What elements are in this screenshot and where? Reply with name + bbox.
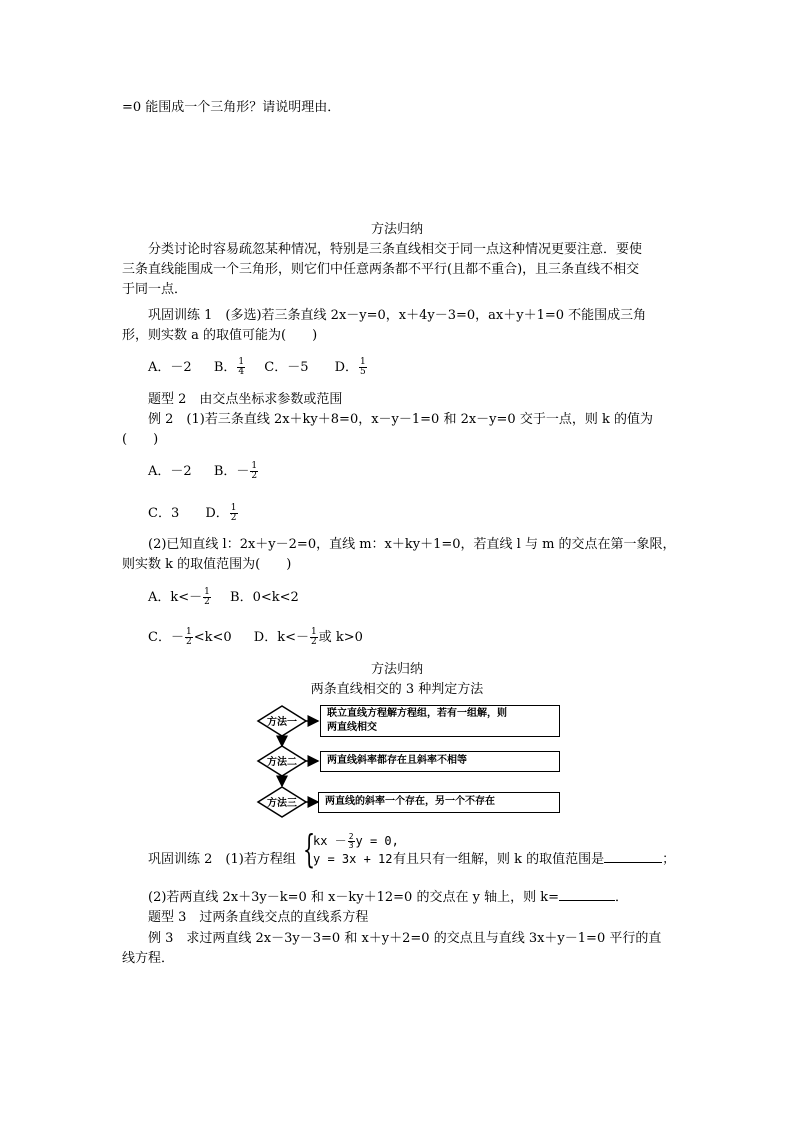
practice-2-part-2: (2)若两直线 2x＋3y－k=0 和 x－ky＋12=0 的交点在 y 轴上，则 k= ． <box>148 890 628 905</box>
practice-1-option-c: C．－5 <box>264 360 309 375</box>
example-2-options-cd <box>148 504 239 523</box>
example-2-part-2-option-a: A．k<－ $\frac{1}{2}$ <box>148 587 210 607</box>
practice-1-option-a: A．－2 <box>148 360 192 375</box>
example-2-option-c: C．3 <box>148 506 180 521</box>
practice-1-option-b: B． $\frac{1}{4}$ <box>213 357 245 377</box>
example-2-option-d: D． $\frac{1}{2}$ <box>205 503 237 523</box>
example-2-line-1: 例 2 (1)若三条直线 2x＋ky＋8=0，x－y－1=0 和 2x－y=0 交于一点，则 k 的值为 <box>148 412 653 427</box>
practice-2-question: 有且只有一组解，则 k 的取值范围是 ； <box>393 852 676 867</box>
answer-blank-1[interactable] <box>604 850 662 863</box>
example-2-part-2-options-cd <box>148 628 363 647</box>
type-2-heading: 题型 2 由交点坐标求参数或范围 <box>148 392 343 407</box>
example-2-option-b: B．－ $\frac{1}{2}$ <box>213 461 258 481</box>
example-3-line-1: 例 3 求过两直线 2x－3y－3=0 和 x＋y＋2=0 的交点且与直线 3x＋y－1=0 平行的直 <box>148 931 662 946</box>
method-2-box-line-1: 两直线斜率都存在且斜率不相等 <box>327 755 467 766</box>
practice-1-options <box>148 358 368 377</box>
example-2-option-a: A．－2 <box>148 464 192 479</box>
practice-1-line-1: 巩固训练 1 (多选)若三条直线 2x－y=0，x＋4y－3=0，ax＋y＋1=0 不能围成三角 <box>148 308 647 323</box>
example-3-line-2: 线方程． <box>122 951 175 966</box>
method-1-box <box>320 705 560 737</box>
method-1-box-line-2: 两直线相交 <box>327 722 377 733</box>
method-1-box-line-1: 联立直线方程解方程组，若有一组解，则 <box>327 708 507 719</box>
practice-1-option-d: D． $\frac{1}{5}$ <box>334 357 366 377</box>
method-2-label: 方法二 <box>267 757 297 768</box>
example-2-part-2-option-b: B．0<k<2 <box>230 590 299 605</box>
type-3-heading: 题型 3 过两条直线交点的直线系方程 <box>148 910 369 925</box>
system-row-1: kx － $\frac{2}{3}$ y = 0, <box>313 832 399 850</box>
example-2-options-ab <box>148 462 259 481</box>
method-3-box <box>318 792 560 813</box>
method-3-box-line-1: 两直线的斜率一个存在，另一个不存在 <box>325 796 495 807</box>
method-summary-line-2: 三条直线能围成一个三角形，则它们中任意两条都不平行(且都不重合)，且三条直线不相交 <box>122 262 640 277</box>
method-summary-title: 方法归纳 <box>370 222 423 237</box>
method-1-label: 方法一 <box>267 717 297 728</box>
practice-1-line-2: 形，则实数 a 的取值可能为( ) <box>122 328 318 343</box>
system-brace: { <box>303 827 316 871</box>
example-2-part-2-options-ab <box>148 588 299 607</box>
example-2-part-2-option-d: D．k<－ $\frac{1}{2}$ 或 k>0 <box>253 627 363 647</box>
practice-2-prefix: 巩固训练 2 (1)若方程组 <box>148 852 296 867</box>
continued-question-text: =0 能围成一个三角形？请说明理由． <box>122 100 341 115</box>
method-3-label: 方法三 <box>267 798 297 809</box>
example-2-line-2: ( ) <box>122 432 159 447</box>
method-summary-line-1: 分类讨论时容易疏忽某种情况，特别是三条直线相交于同一点这种情况更要注意．要使 <box>148 242 643 257</box>
method-summary-line-3: 于同一点． <box>122 282 188 297</box>
method-summary-2-subtitle: 两条直线相交的 3 种判定方法 <box>310 682 484 697</box>
method-summary-2-title: 方法归纳 <box>370 662 423 677</box>
example-2-part-2-line-1: (2)已知直线 l：2x＋y－2=0，直线 m：x＋ky＋1=0，若直线 l 与 m 的交点在第一象限， <box>148 537 676 552</box>
method-2-box <box>320 751 560 772</box>
system-row-2: y = 3x + 12 <box>313 852 393 866</box>
answer-blank-2[interactable] <box>559 888 615 901</box>
example-2-part-2-option-c: C．－ $\frac{1}{2}$ <k<0 <box>148 627 232 647</box>
example-2-part-2-line-2: 则实数 k 的取值范围为( ) <box>122 557 292 572</box>
